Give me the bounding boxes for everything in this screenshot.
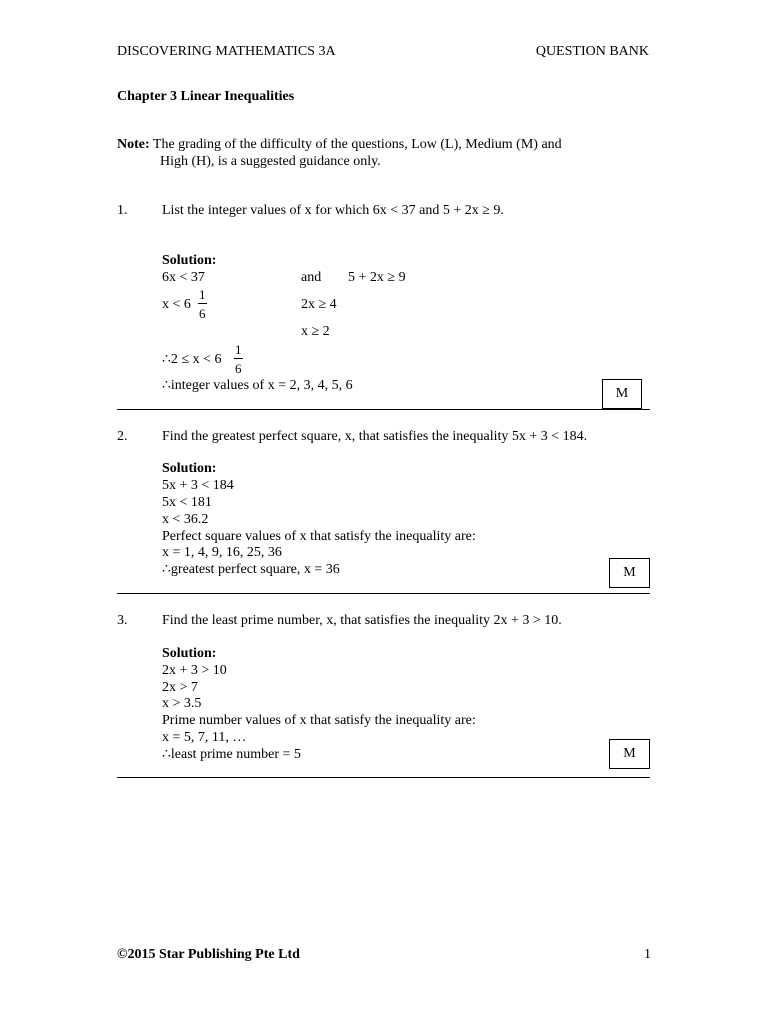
note [117, 138, 562, 152]
difficulty-badge: M [609, 558, 650, 588]
q2-step-2: 5x < 181 [162, 495, 212, 510]
divider [117, 777, 650, 778]
page-number: 1 [644, 947, 651, 962]
difficulty-badge: M [602, 379, 642, 409]
q3-step-1: 2x + 3 > 10 [162, 663, 227, 678]
q2-step-4: Perfect square values of x that satisfy the inequality are: [162, 529, 476, 544]
q3-step-3: x > 3.5 [162, 696, 202, 711]
q1-left-step-2: x < 6 [162, 297, 191, 312]
divider [117, 593, 650, 594]
question-2-number: 2. [117, 429, 128, 444]
copyright: ©2015 Star Publishing Pte Ltd [117, 947, 300, 962]
q1-conclusion: ∴integer values of x = 2, 3, 4, 5, 6 [162, 378, 353, 393]
q2-step-3: x < 36.2 [162, 512, 209, 527]
q3-step-5: x = 5, 7, 11, … [162, 730, 247, 745]
question-3-solution-label: Solution: [162, 646, 217, 661]
note-line-2: High (H), is a suggested guidance only. [160, 154, 381, 169]
q1-fraction-one-sixth [198, 288, 207, 320]
fraction-numerator: 1 [235, 342, 242, 357]
q2-step-5: x = 1, 4, 9, 16, 25, 36 [162, 545, 282, 560]
fraction-denominator: 6 [199, 306, 206, 321]
question-2-text: Find the greatest perfect square, x, that satisfies the inequality 5x + 3 < 184. [162, 429, 588, 444]
q1-and-word: and [301, 270, 322, 285]
question-1-solution-label: Solution: [162, 253, 217, 268]
question-3-text: Find the least prime number, x, that satisfies the inequality 2x + 3 > 10. [162, 613, 562, 628]
q1-left-step-1: 6x < 37 [162, 270, 205, 285]
q1-fraction-one-sixth-2 [234, 343, 243, 375]
q3-step-2: 2x > 7 [162, 680, 198, 695]
difficulty-badge: M [609, 739, 650, 769]
header-label: QUESTION BANK [535, 44, 649, 59]
q3-step-4: Prime number values of x that satisfy the inequality are: [162, 713, 476, 728]
divider [117, 409, 650, 410]
question-2-solution-label: Solution: [162, 461, 217, 476]
q2-step-1: 5x + 3 < 184 [162, 478, 234, 493]
question-1-text: List the integer values of x for which 6x < 37 and 5 + 2x ≥ 9. [162, 203, 504, 218]
q3-conclusion: ∴least prime number = 5 [162, 747, 301, 762]
question-3-number: 3. [117, 613, 128, 628]
q1-right-step-3: x ≥ 2 [301, 324, 330, 339]
note-line-1: The grading of the difficulty of the questions, Low (L), Medium (M) and [152, 137, 562, 152]
q1-combined: ∴2 ≤ x < 6 [162, 352, 222, 367]
question-1-number: 1. [117, 203, 128, 218]
fraction-denominator: 6 [235, 361, 242, 376]
header-title: DISCOVERING MATHEMATICS 3A [117, 44, 336, 59]
q1-right-step-1: 5 + 2x ≥ 9 [348, 270, 406, 285]
chapter-title: Chapter 3 Linear Inequalities [117, 89, 295, 104]
q2-conclusion: ∴greatest perfect square, x = 36 [162, 562, 340, 577]
note-label: Note: [117, 137, 150, 152]
q1-right-step-2: 2x ≥ 4 [301, 297, 337, 312]
fraction-numerator: 1 [199, 287, 206, 302]
